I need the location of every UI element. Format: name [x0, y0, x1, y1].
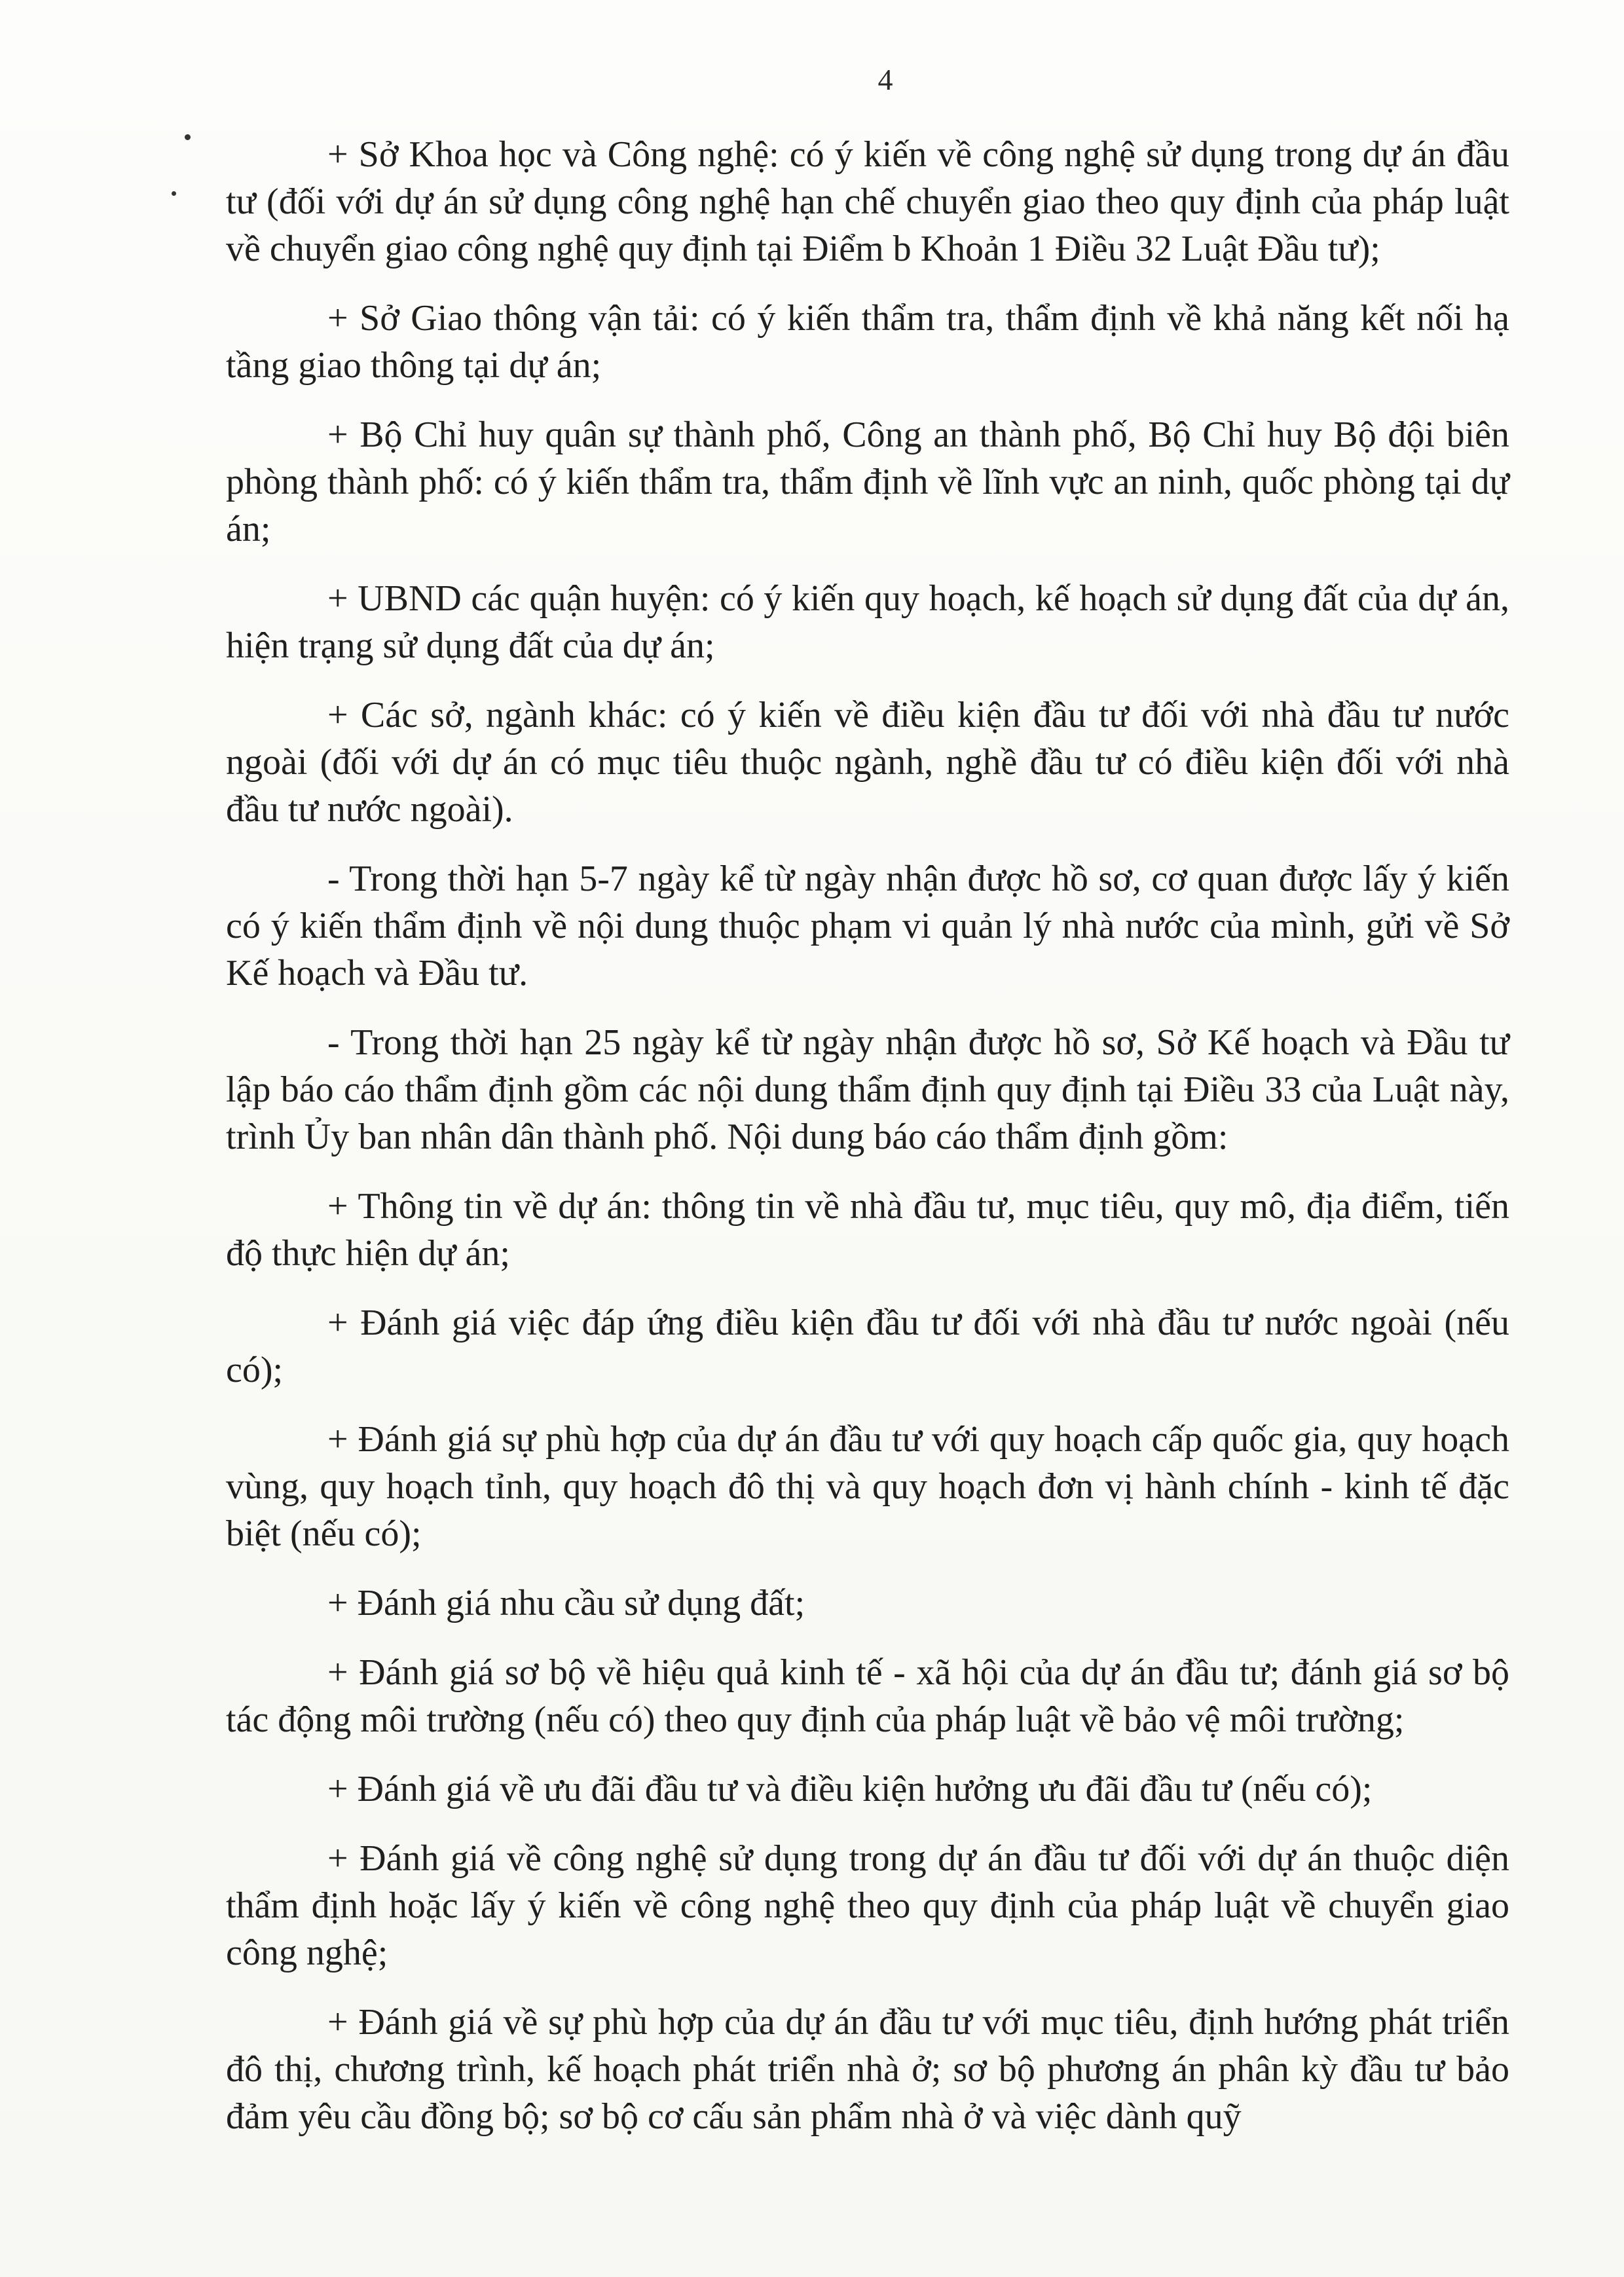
paragraph: + Sở Khoa học và Công nghệ: có ý kiến về công nghệ sử dụng trong dự án đầu tư (đối với dự án sử dụng công nghệ hạn chế chuyển giao theo quy định của pháp luật về chuyển giao công nghệ quy định tại Điểm b Khoản 1 Điều 32 Luật Đầu tư); — [226, 134, 1509, 269]
document-body — [226, 131, 1509, 2162]
paragraph: + Đánh giá nhu cầu sử dụng đất; — [327, 1583, 805, 1623]
paragraph: + Bộ Chỉ huy quân sự thành phố, Công an thành phố, Bộ Chỉ huy Bộ đội biên phòng thành phố: có ý kiến thẩm tra, thẩm định về lĩnh vực an ninh, quốc phòng tại dự án; — [226, 415, 1509, 549]
paragraph: + Sở Giao thông vận tải: có ý kiến thẩm tra, thẩm định về khả năng kết nối hạ tầng giao thông tại dự án; — [226, 298, 1509, 386]
scan-speck — [172, 191, 176, 196]
paragraph: + Đánh giá việc đáp ứng điều kiện đầu tư đối với nhà đầu tư nước ngoài (nếu có); — [226, 1303, 1509, 1390]
paragraph: + Đánh giá về sự phù hợp của dự án đầu tư với mục tiêu, định hướng phát triển đô thị, chương trình, kế hoạch phát triển nhà ở; sơ bộ phương án phân kỳ đầu tư bảo đảm yêu cầu đồng bộ; sơ bộ cơ cấu sản phẩm nhà ở và việc dành quỹ — [226, 2002, 1509, 2137]
paragraph: + Đánh giá về ưu đãi đầu tư và điều kiện hưởng ưu đãi đầu tư (nếu có); — [327, 1769, 1373, 1809]
paragraph: + Đánh giá sơ bộ về hiệu quả kinh tế - xã hội của dự án đầu tư; đánh giá sơ bộ tác động môi trường (nếu có) theo quy định của pháp luật về bảo vệ môi trường; — [226, 1652, 1509, 1740]
paragraph: + UBND các quận huyện: có ý kiến quy hoạch, kế hoạch sử dụng đất của dự án, hiện trạng sử dụng đất của dự án; — [226, 578, 1509, 666]
paragraph: + Đánh giá sự phù hợp của dự án đầu tư với quy hoạch cấp quốc gia, quy hoạch vùng, quy hoạch tỉnh, quy hoạch đô thị và quy hoạch đơn vị hành chính - kinh tế đặc biệt (nếu có); — [226, 1419, 1509, 1554]
paragraph: + Thông tin về dự án: thông tin về nhà đầu tư, mục tiêu, quy mô, địa điểm, tiến độ thực hiện dự án; — [226, 1186, 1509, 1274]
paragraph: + Đánh giá về công nghệ sử dụng trong dự án đầu tư đối với dự án thuộc diện thẩm định hoặc lấy ý kiến về công nghệ theo quy định của pháp luật về chuyển giao công nghệ; — [226, 1838, 1509, 1973]
page-number: 4 — [877, 63, 893, 96]
paragraph: + Các sở, ngành khác: có ý kiến về điều kiện đầu tư đối với nhà đầu tư nước ngoài (đối với dự án có mục tiêu thuộc ngành, nghề đầu tư có điều kiện đối với nhà đầu tư nước ngoài). — [226, 695, 1509, 830]
scan-speck — [185, 134, 191, 140]
paragraph: - Trong thời hạn 5-7 ngày kể từ ngày nhận được hồ sơ, cơ quan được lấy ý kiến có ý kiến thẩm định về nội dung thuộc phạm vi quản lý nhà nước của mình, gửi về Sở Kế hoạch và Đầu tư. — [226, 859, 1509, 993]
paragraph: - Trong thời hạn 25 ngày kể từ ngày nhận được hồ sơ, Sở Kế hoạch và Đầu tư lập báo cáo thẩm định gồm các nội dung thẩm định quy định tại Điều 33 của Luật này, trình Ủy ban nhân dân thành phố. Nội dung báo cáo thẩm định gồm: — [226, 1022, 1509, 1157]
